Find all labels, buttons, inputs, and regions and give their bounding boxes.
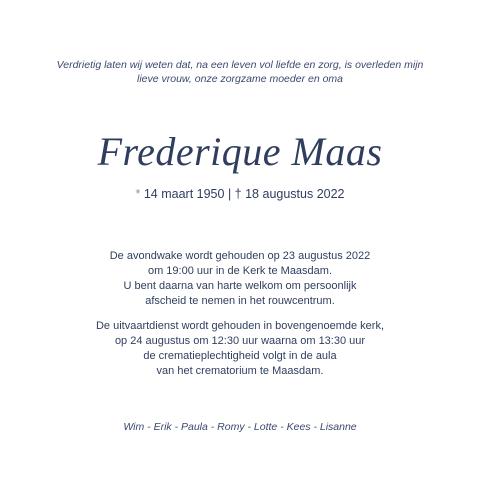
vigil-line-2: om 19:00 uur in de Kerk te Maasdam.: [147, 265, 333, 277]
life-dates: [0, 186, 480, 202]
funeral-line-1: De uitvaartdienst wordt gehouden in bovengenoemde kerk,: [95, 320, 385, 332]
birth-symbol: *: [135, 187, 141, 201]
vigil-line-1: De avondwake wordt gehouden op 23 augustus 2022: [109, 250, 371, 262]
intro-line-1: Verdrietig laten wij weten dat, na een leven vol liefde en zorg, is overleden mijn: [56, 59, 424, 71]
vigil-line-3: U bent daarna van harte welkom om persoonlijk: [123, 280, 357, 292]
funeral-line-2: op 24 augustus om 12:30 uur waarna om 13:30 uur: [114, 335, 366, 347]
deceased-name: Frederique Maas: [97, 129, 383, 174]
birth-date: 14 maart 1950: [143, 187, 225, 201]
intro-line-2: lieve vrouw, onze zorgzame moeder en oma: [136, 73, 344, 85]
funeral-line-3: de crematieplechtigheid volgt in de aula: [143, 350, 337, 362]
death-date: 18 augustus 2022: [245, 187, 345, 201]
death-symbol: †: [234, 187, 242, 201]
family-names: Wim - Erik - Paula - Romy - Lotte - Kees - Lisanne: [123, 421, 357, 433]
vigil-line-4: afscheid te nemen in het rouwcentrum.: [145, 295, 335, 307]
funeral-line-4: van het crematorium te Maasdam.: [156, 365, 324, 377]
date-separator: |: [227, 187, 232, 201]
